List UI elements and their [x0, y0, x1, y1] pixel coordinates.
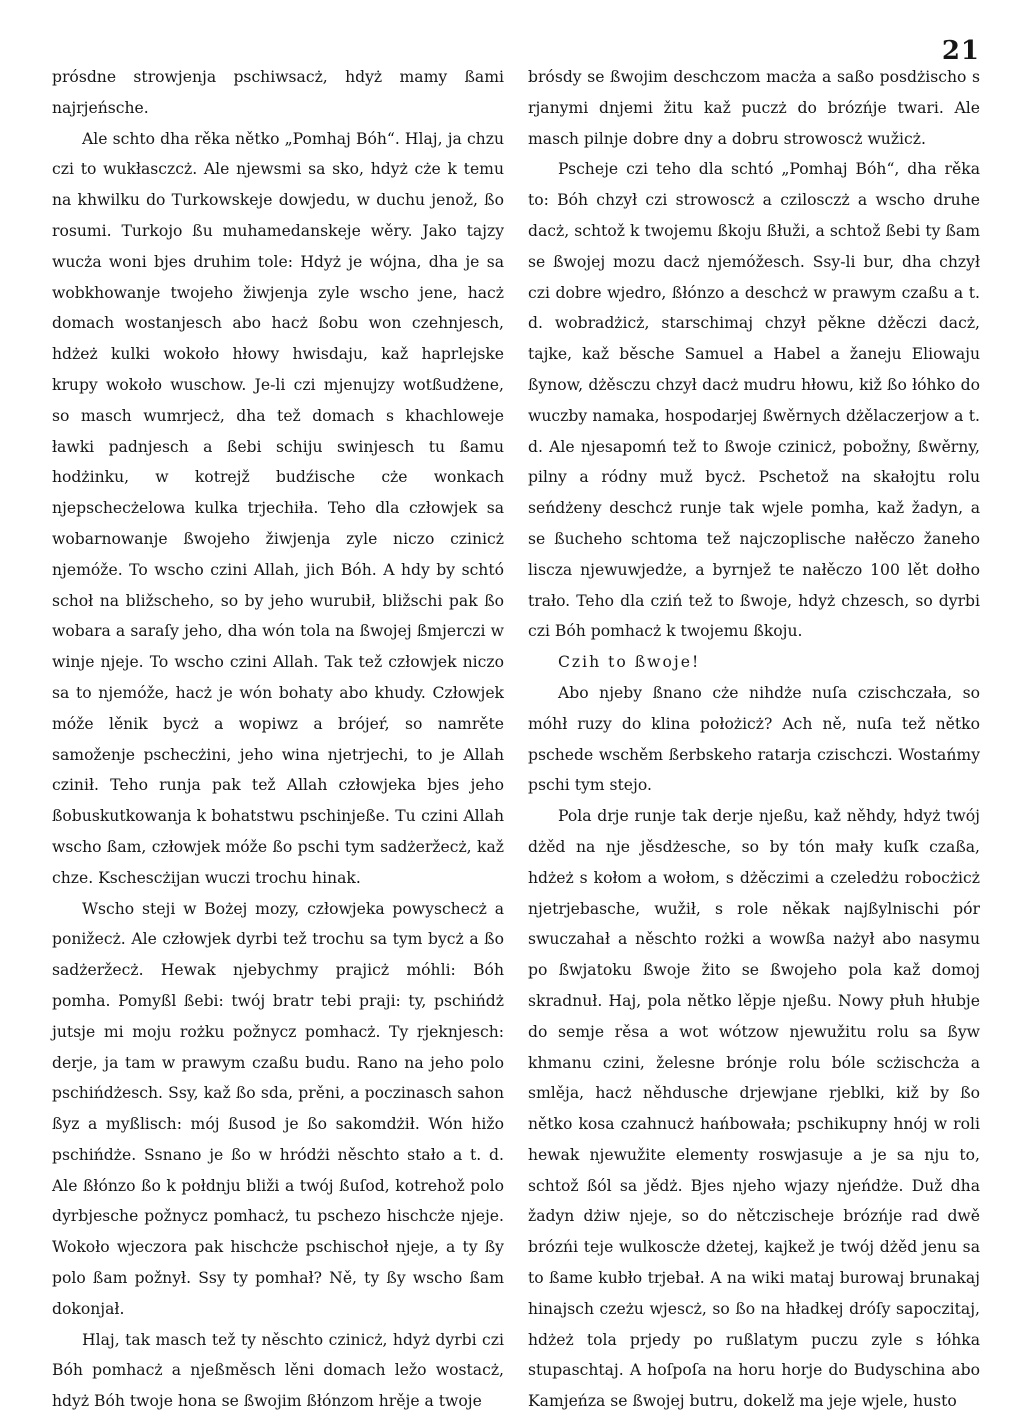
- paragraph: Hlaj, tak masch tež ty něschto czinicż, hdyż dyrbi czi Bóh pomhacż a njeßměsch lěni domach ležo wostacż, hdyż Bóh twoje hona se ßwojim ßłónzom hrěje a twoje: [52, 1330, 504, 1411]
- paragraph: brósdy se ßwojim deschczom macża a saßo posdżischo s rjanymi dnjemi žitu kaž puczż do brózńje twari. Ale masch pilnje dobre dny a dobru strowoscż wužicż.: [528, 68, 980, 148]
- paragraph: Pscheje czi teho dla schtó „Pomhaj Bóh“, dha rěka to: Bóh chzył czi strowoscż a czilosczż a wscho druhe dacż, schtož k twojemu ßkoju ßłuži, a schtož ßebi ty ßam se ßwojej mozu dacż njemóžesch. Ssy-li bur, dha chzył czi dobre wjedro, ßłónzo a deschcż w prawym czaßu a t. d. wobradżicż, starschimaj chzył pěkne dżěczi dacż, tajke, kaž běsche Samuel a Habel a žaneju Eliowaju ßynow, dżěsczu chzył dacż mudru hłowu, kiž ßo łóhko do wuczby namaka, hospodarjej ßwěrnych dżělaczerjow a t. d. Ale njesapomń tež to ßwoje czinicż, pobožny, ßwěrny, pilny a ródny muž bycż. Pschetož na skałojtu rolu seńdżeny deschcż runje tak wjele pomha, kaž žadyn, a se ßucheho schtoma tež najczoplische nałěczo žaneho liscza njewuwjedże, a byrnjež te nałěczo 100 lět dołho trało. Teho dla cziń tež to ßwoje, hdyż chzesch, so dyrbi czi Bóh pomhacż k twojemu ßkoju.: [528, 160, 980, 641]
- paragraph: Abo njeby ßnano cże nihdże nuſa czischczała, so móhł ruzy do klina położicż? Ach ně, nuſa tež nětko pschede wschěm ßerbskeho ratarja czischczi. Wostańmy pschi tym stejo.: [528, 683, 980, 795]
- paragraph: Wscho steji w Bożej mozy, człowjeka powyschecż a ponižecż. Ale człowjek dyrbi tež trochu sa tym bycż a ßo sadżeržecż. Hewak njebychmy prajicż móhli: Bóh pomha. Pomyßl ßebi: twój bratr tebi praji: ty, pschińdż jutsje mi moju rożku požnycz pomhacż. Ty rjeknjesch: derje, ja tam w prawym czaßu budu. Rano na jeho polo pschińdżesch. Ssy, kaž ßo sda, prěni, a poczinasch sahon ßyz a myßlisch: mój ßusod je ßo sakomdżił. Wón hižo pschińdże. Ssnano je ßo w hródżi něschto stało a t. d. Ale ßłónzo ßo k połdnju bliži a twój ßuſod, kotrehož polo dyrbjesche požnycz pomhacż, tu pschezo hischcże njeje. Wokoło wjeczora pak hischcże pschischoł njeje, a ty ßy polo ßam požnył. Ssy ty pomhał? Ně, ty ßy wscho ßam dokonjał.: [52, 899, 504, 1318]
- left-column: [52, 62, 504, 1417]
- paragraph: Pola drje runje tak derje njeßu, kaž něhdy, hdyż twój dżěd na nje jěsdżesche, so by tón mały kuſk czaßa, hdżeż s kołom a wołom, s dżěczimi a czeledżu robocżicż njetrjebasche, wužił, s role někak najßylnischi pór swuczahał a něschto rożki a wowßa nażył abo nasymu po ßwjatoku ßwoje žito se ßwojeho pola kaž domoj skradnuł. Haj, pola nětko lěpje njeßu. Nowy płuh hłubje do semje rěsa a wot wótzow njewužitu rolu sa ßyw khmanu czini, želesne brónje rolu bóle scżischcża a smlěja, hacż něhdusche drjewjane rjeblki, kiž by ßo nětko kosa czahnucż hańbowała; pschikupny hnój w roli hewak njewužite elementy roswjasuje a je sa nju to, schtož ßól sa jědż. Bjes njeho wjazy njeńdże. Duž dha žadyn dżiw njeje, so do nětczischeje brózńje rad dwě brózńi teje wulkoscże dżetej, kajkež je twój dżěd jenu sa to ßame kubło trjebał. A na wiki mataj burowaj brunakaj hinajsch czeżu wjescż, so ßo na hładkej dróſy sapoczitaj, hdżeż tola prjedy po rußlatym puczu zyle s łóhka stupaschtaj. A hoſpoſa na horu horje do Budyschina abo Kamjeńza se ßwojej butru, dokelž ma jeje wjele, husto: [528, 807, 980, 1411]
- page-number: 21: [941, 36, 980, 66]
- section-heading: Czih to ßwoje!: [558, 653, 701, 672]
- paragraph: prósdne strowjenja pschiwsacż, hdyż mamy ßami najrjeńsche.: [52, 68, 504, 117]
- paragraph: Ale schto dha rěka nětko „Pomhaj Bóh“. Hlaj, ja chzu czi to wukłasczcż. Ale njewsmi sa sko, hdyż cże k temu na khwilku do Turkowskeje dowjedu, w duchu jenož, ßo rosumi. Turkojo ßu muhamedanskeje wěry. Jako tajzy wucża woni bjes druhim tole: Hdyż je wójna, dha je sa wobkhowanje twojeho žiwjenja zyle wscho jene, hacż domach wostanjesch abo hacż ßobu won czehnjesch, hdżeż kulki wokoło hłowy hwisdaju, kaž haprlejske krupy wokoło wuschow. Je-li czi mjenujzy wotßudżene, so masch wumrjecż, dha tež domach s khachloweje ławki padnjesch a ßebi schiju swinjesch tu ßamu hodżinku, w kotrejž budźische cże wonkach njepschecżelowa kulka trjechiła. Teho dla człowjek sa wobarnowanje ßwojeho žiwjenja zyle niczo czinicż njemóže. To wscho czini Allah, jich Bóh. A hdy by schtó schoł na bližscheho, so by jeho wurubił, bližschi pak ßo wobara a saraſy jeho, dha wón tola na ßwojej ßmjerczi w winje njeje. To wscho czini Allah. Tak tež człowjek niczo sa to njemóže, hacż je wón bohaty abo khudy. Człowjek móže lěnik bycż a wopiwz a brójeŕ, so namrěte samoženje pschecżini, jeho wina njetrjechi, to je Allah czinił. Teho runja pak tež Allah człowjeka bjes jeho ßobuskutkowanja k bohatstwu pschinjeße. Tu czini Allah wscho ßam, człowjek móže ßo pschi tym sadżeržecż, kaž chze. Kschescżijan wuczi trochu hinak.: [52, 129, 504, 887]
- right-column: [528, 62, 980, 1417]
